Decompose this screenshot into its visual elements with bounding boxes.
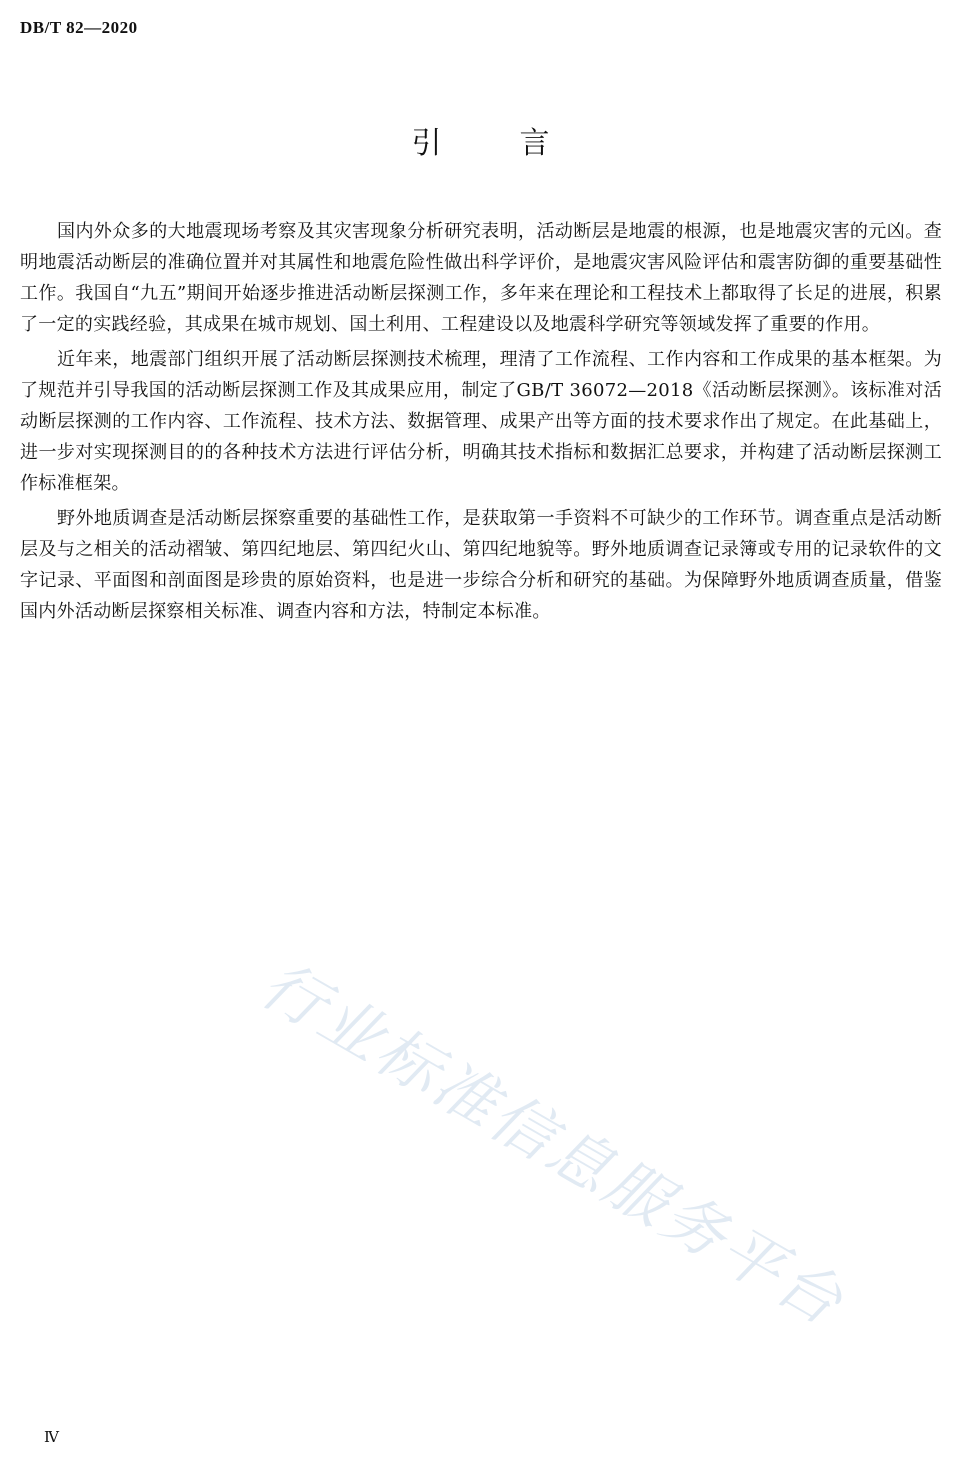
paragraph: 国内外众多的大地震现场考察及其灾害现象分析研究表明，活动断层是地震的根源，也是地震灾害的元凶。查明地震活动断层的准确位置并对其属性和地震危险性做出科学评价，是地震灾害风险评估和震害防御的重要基础性工作。我国自“九五”期间开始逐步推进活动断层探测工作，多年来在理论和工程技术上都取得了长足的进展，积累了一定的实践经验，其成果在城市规划、国土利用、工程建设以及地震科学研究等领域发挥了重要的作用。 [20,221,942,335]
watermark: 行业标准信息服务平台 [249,947,858,1341]
page-title-char: 引 [411,126,442,161]
page-title [0,118,961,162]
page-title-char: 言 [519,126,550,161]
paragraph: 野外地质调查是活动断层探察重要的基础性工作，是获取第一手资料不可缺少的工作环节。调查重点是活动断层及与之相关的活动褶皱、第四纪地层、第四纪火山、第四纪地貌等。野外地质调查记录簿或专用的记录软件的文字记录、平面图和剖面图是珍贵的原始资料，也是进一步综合分析和研究的基础。为保障野外地质调查质量，借鉴国内外活动断层探察相关标准、调查内容和方法，特制定本标准。 [20,508,942,622]
introduction-body [20,216,942,631]
standard-code-header: DB/T 82—2020 [20,18,138,37]
paragraph: 近年来，地震部门组织开展了活动断层探测技术梳理，理清了工作流程、工作内容和工作成果的基本框架。为了规范并引导我国的活动断层探测工作及其成果应用，制定了GB/T 36072—2018《活动断层探测》。该标准对活动断层探测的工作内容、工作流程、技术方法、数据管理、成果产出等方面的技术要求作出了规定。在此基础上，进一步对实现探测目的的各种技术方法进行评估分析，明确其技术指标和数据汇总要求，并构建了活动断层探测工作标准框架。 [20,349,942,494]
page-number: Ⅳ [44,1430,59,1446]
